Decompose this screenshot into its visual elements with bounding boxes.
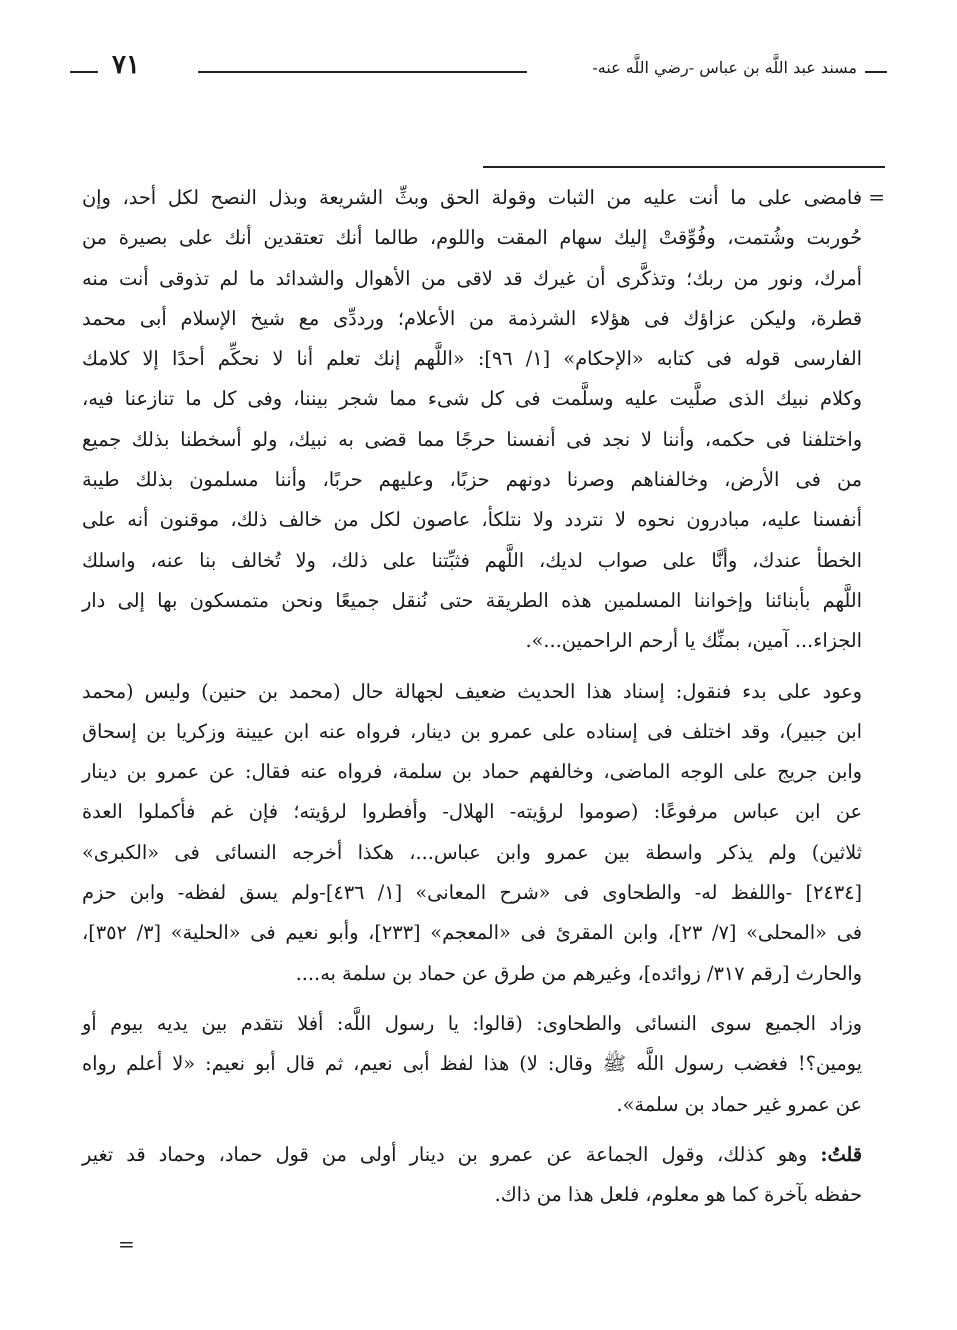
paragraph [82,1004,862,1125]
continuation-mark: = [868,185,885,209]
text-line: واختلفنا فى حكمه، وأننا لا نجد فى أنفسنا حرجًا مما قضى به نبيك، ولو أسخطنا بذلك جميع [82,427,862,451]
text-line: من فى الأرض، وخالفناهم وصرنا دونهم حزبًا، وعليهم حربًا، وأننا مسلمون بذلك طيبة [82,468,862,492]
page-header [70,50,887,92]
text-line: عن ابن عباس مرفوعًا: (صوموا لرؤيته- الهلال- وأفطروا لرؤيته؛ فإن غم فأكملوا العدة [82,800,862,824]
text-line: قطرة، وليكن عزاؤك فى هؤلاء الشرذمة من الأعلام؛ ورددِّى مع شيخ الإسلام أبى محمد [82,306,862,330]
text-line: وزاد الجميع سوى النسائى والطحاوى: (قالوا: يا رسول اللَّه: أفلا نتقدم بين يديه بيوم أو [82,1011,862,1035]
running-title: مسند عبد اللَّه بن عباس -رضي اللَّه عنه- [592,58,857,77]
text-line: فى «المحلى» [٧/ ٢٣]، وابن المقرئ فى «المعجم» [٢٣٣]، وأبو نعيم فى «الحلية» [٣/ ٣٥٢]، [82,921,863,945]
page-number: ٧١ [112,50,140,80]
text-line: وابن جريج على الوجه الماضى، وخالفهم حماد بن سلمة، فرواه عنه فقال: عن عمرو بن دينار [82,760,862,784]
header-rule [198,71,527,73]
paragraph [82,178,862,662]
text-line: الخطأ عندك، وأنَّا على صواب لديك، اللَّهم فثبِّتنا على ذلك، ولا تُخالف بنا عنه، واسلك [82,548,862,572]
paragraph [82,672,862,994]
header-dash-left [70,71,98,73]
end-continuation-mark: = [118,1232,135,1256]
text-line: يومين؟! فغضب رسول اللَّه ﷺ وقال: لا) هذا لفظ أبى نعيم، ثم قال أبو نعيم: «لا أعلم رواه [82,1052,862,1076]
text-line: عن عمرو غير حماد بن سلمة». [616,1092,862,1116]
text-run: وهو كذلك، وقول الجماعة عن عمرو بن دينار أولى من قول حماد، وحماد قد تغير [82,1142,821,1166]
text-line: [٢٤٣٤] -واللفظ له- والطحاوى فى «شرح المعانى» [١/ ٤٣٦]-ولم يسق لفظه- وابن حزم [82,881,862,905]
text-line: والحارث [رقم ٣١٧/ زوائده]، وغيرهم من طرق عن حماد بن سلمة به.... [295,961,862,985]
text-line: حفظه بآخرة كما هو معلوم، فلعل هذا من ذاك. [494,1183,862,1207]
text-line: حُوربت وشُتمت، وفُوِّقتْ إليك سهام المقت واللوم، طالما أنك تعتقدين أنك على بصيرة من [82,226,862,250]
text-line: وعود على بدء فنقول: إسناد هذا الحديث ضعيف لجهالة حال (محمد بن حنين) وليس (محمد [82,679,862,703]
lead-word: قلتُ: [820,1142,862,1166]
paragraph [82,1135,862,1216]
text-line: أمرك، ونور من ربك؛ وتذكَّرى أن غيرك قد لاقى من الأهوال والشدائد ما لم تذوقى أنت منه [82,266,862,290]
text-line: ابن جبير)، وقد اختلف فى إسناده على عمرو بن دينار، فرواه عنه ابن عيينة وزكريا بن إسحاق [82,719,862,743]
text-line: وكلام نبيك الذى صلَّيت عليه وسلَّمت فى كل شىء مما شجر بيننا، وفى كل ما تنازعنا فيه، [82,387,862,411]
footnote-separator [483,166,885,168]
text-line: فامضى على ما أنت عليه من الثبات وقولة الحق وبثِّ الشريعة وبذل النصح لكل أحد، وإن [82,186,862,209]
text-line: أنفسنا عليه، مبادرون نحوه لا نتردد ولا نتلكأ، عاصون لكل من خالف ذلك، موقنون أنه على [82,508,862,532]
text-line: الجزاء... آمين، بمنِّك يا أرحم الراحمين...». [525,629,862,653]
text-line: الفارسى قوله فى كتابه «الإحكام» [١/ ٩٦]: «اللَّهم إنك تعلم أنا لا نحكِّم أحدًا إلا كلامك [82,347,862,371]
header-dash-right [865,71,887,73]
text-line: اللَّهم بأبنائنا وإخواننا المسلمين هذه الطريقة حتى نُنقل جميعًا ونحن متمسكون بها إلى دار [82,588,862,612]
footnote-text [82,178,862,1225]
text-line: ثلاثين) ولم يذكر واسطة بين عمرو وابن عباس...، هكذا أخرجه النسائى فى «الكبرى» [82,840,862,864]
text-line [82,1135,862,1175]
